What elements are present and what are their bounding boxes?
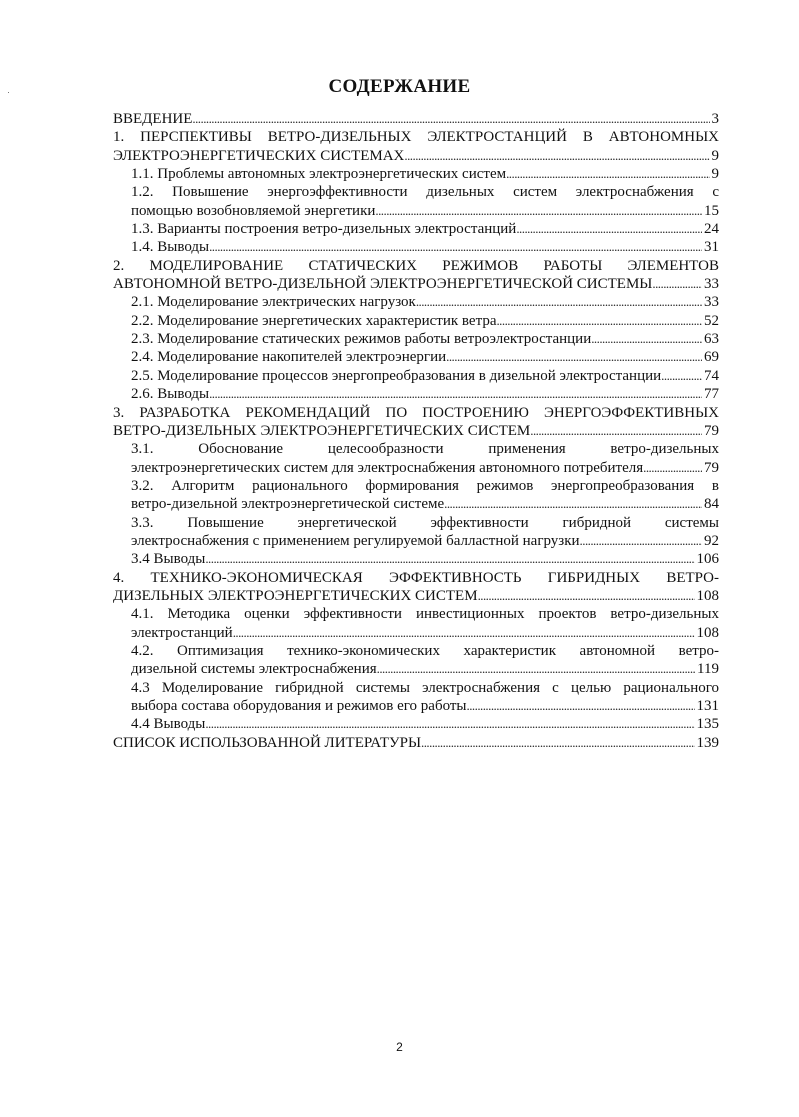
toc-entry-line <box>131 202 719 220</box>
toc-entry-title: ВВЕДЕНИЕ <box>113 111 193 127</box>
dot-leader <box>516 220 702 238</box>
dot-leader <box>580 532 702 550</box>
toc-page-number: 135 <box>696 716 719 733</box>
dot-leader <box>375 202 702 220</box>
dot-leader <box>496 312 702 330</box>
toc-page-number: 63 <box>704 331 719 348</box>
toc-page-number: 106 <box>696 551 719 568</box>
dot-leader <box>661 367 702 385</box>
toc-page-number: 79 <box>704 459 719 476</box>
toc-entry-title-line: 2. МОДЕЛИРОВАНИЕ СТАТИЧЕСКИХ РЕЖИМОВ РАБОТЫ ЭЛЕМЕНТОВ <box>113 257 719 274</box>
dot-leader <box>377 660 695 678</box>
toc-page-number: 9 <box>711 166 719 183</box>
toc-entry-line <box>131 715 719 733</box>
toc-subsection[interactable] <box>113 605 719 642</box>
dot-leader <box>652 275 702 293</box>
toc-page-number: 31 <box>704 239 719 256</box>
toc-page-number: 3 <box>711 111 719 127</box>
toc-page-number: 15 <box>704 202 719 219</box>
toc-entry-title-line: 3.3. Повышение энергетической эффективности гибридной системы <box>131 514 719 531</box>
toc-page-number: 139 <box>696 734 719 751</box>
toc-entry-line <box>113 587 719 605</box>
toc-subsection[interactable] <box>113 514 719 551</box>
toc-entry-title: 1.1. Проблемы автономных электроэнергетических систем <box>131 166 507 183</box>
toc-entry-title-line: 3.1. Обоснование целесообразности применения ветро-дизельных <box>131 441 719 458</box>
toc-page-number: 74 <box>704 367 719 384</box>
toc-section[interactable] <box>113 569 719 606</box>
toc-entry-title: помощью возобновляемой энергетики <box>131 202 376 219</box>
toc-subsection[interactable] <box>113 165 719 183</box>
toc-entry-line <box>131 532 719 550</box>
toc-entry-line <box>131 697 719 715</box>
toc-subsection[interactable] <box>113 348 719 366</box>
toc-page-number: 52 <box>704 312 719 329</box>
toc-entry-title-line: 4.2. Оптимизация технико-экономических характеристик автономной ветро- <box>131 642 719 659</box>
toc-subsection[interactable] <box>113 440 719 477</box>
toc-subsection[interactable] <box>113 679 719 716</box>
toc-entry-title: 2.5. Моделирование процессов энергопреобразования в дизельной электростанции <box>131 367 662 384</box>
toc-entry-title: 1.4. Выводы <box>131 239 210 256</box>
toc-entry-title: дизельной системы электроснабжения <box>131 661 377 678</box>
toc-subsection[interactable] <box>113 477 719 514</box>
toc-entry-title: электроснабжения с применением регулируемой балластной нагрузки <box>131 532 580 549</box>
dot-leader <box>530 422 702 440</box>
toc-section[interactable] <box>113 128 719 165</box>
toc-subsection[interactable] <box>113 220 719 238</box>
toc-subsection[interactable] <box>113 642 719 679</box>
toc-entry-line <box>131 220 719 238</box>
toc-page-number: 108 <box>696 624 719 641</box>
dot-leader <box>643 459 702 477</box>
toc-entry-title: электростанций <box>131 624 233 641</box>
dot-leader <box>444 495 702 513</box>
toc-section[interactable] <box>113 734 719 752</box>
dot-leader <box>446 348 702 366</box>
toc-entry-title-line: 4. ТЕХНИКО-ЭКОНОМИЧЕСКАЯ ЭФФЕКТИВНОСТЬ ГИБРИДНЫХ ВЕТРО- <box>113 569 719 586</box>
toc-page-number: 131 <box>696 698 719 714</box>
toc-entry-line <box>131 293 719 311</box>
toc-entry-line <box>131 495 719 513</box>
toc-section[interactable] <box>113 404 719 441</box>
dot-leader <box>404 147 709 165</box>
toc-entry-line <box>131 165 719 183</box>
dot-leader <box>209 238 702 256</box>
toc-entry-title: ЭЛЕКТРОЭНЕРГЕТИЧЕСКИХ СИСТЕМАХ <box>113 147 405 164</box>
toc-entry-title: СПИСОК ИСПОЛЬЗОВАННОЙ ЛИТЕРАТУРЫ <box>113 734 422 751</box>
toc-entry-title: 2.3. Моделирование статических режимов работы ветроэлектростанции <box>131 331 592 348</box>
toc-subsection[interactable] <box>113 293 719 311</box>
toc-entry-title: ветро-дизельной электроэнергетической системе <box>131 496 445 513</box>
toc-page-number: 92 <box>704 532 719 549</box>
toc-entry-line <box>131 367 719 385</box>
toc-entry-title: 2.4. Моделирование накопителей электроэнергии <box>131 349 447 366</box>
dot-leader <box>233 624 695 642</box>
dot-leader <box>591 330 702 348</box>
toc-subsection[interactable] <box>113 550 719 568</box>
dot-leader <box>421 734 694 752</box>
toc-subsection[interactable] <box>113 330 719 348</box>
dot-leader <box>416 293 702 311</box>
toc-entry-title: АВТОНОМНОЙ ВЕТРО-ДИЗЕЛЬНОЙ ЭЛЕКТРОЭНЕРГЕТИЧЕСКОЙ СИСТЕМЫ <box>113 276 653 293</box>
toc-subsection[interactable] <box>113 238 719 256</box>
toc-entry-line <box>131 660 719 678</box>
toc-page-number: 77 <box>704 386 719 403</box>
toc-subsection[interactable] <box>113 715 719 733</box>
toc-entry-title-line: 3. РАЗРАБОТКА РЕКОМЕНДАЦИЙ ПО ПОСТРОЕНИЮ ЭНЕРГОЭФФЕКТИВНЫХ <box>113 404 719 421</box>
toc-page-number: 108 <box>696 587 719 604</box>
toc-entry-title: 2.2. Моделирование энергетических характеристик ветра <box>131 312 497 329</box>
toc-entry-line <box>131 312 719 330</box>
toc-entry-title: 2.6. Выводы <box>131 386 210 403</box>
toc-page-number: 24 <box>704 221 719 238</box>
toc-entry-title: ДИЗЕЛЬНЫХ ЭЛЕКТРОЭНЕРГЕТИЧЕСКИХ СИСТЕМ <box>113 587 478 604</box>
toc-entry-line <box>131 330 719 348</box>
dot-leader <box>192 110 709 128</box>
toc-entry-title-line: 1.2. Повышение энергоэффективности дизельных систем электроснабжения с <box>131 184 719 201</box>
table-of-contents <box>113 110 719 752</box>
toc-subsection[interactable] <box>113 367 719 385</box>
toc-entry-line <box>113 422 719 440</box>
toc-entry-title-line: 1. ПЕРСПЕКТИВЫ ВЕТРО-ДИЗЕЛЬНЫХ ЭЛЕКТРОСТАНЦИЙ В АВТОНОМНЫХ <box>113 129 719 146</box>
dot-leader <box>205 550 694 568</box>
toc-entry-title: 3.4 Выводы <box>131 551 206 568</box>
toc-page-number: 33 <box>704 294 719 311</box>
page-title: СОДЕРЖАНИЕ <box>328 76 471 97</box>
toc-entry-title: 2.1. Моделирование электрических нагрузок <box>131 294 416 311</box>
dot-leader <box>205 715 694 733</box>
toc-entry-line <box>113 147 719 165</box>
toc-page-number: 69 <box>704 349 719 366</box>
toc-entry-line <box>131 348 719 366</box>
toc-section[interactable] <box>113 257 719 294</box>
toc-entry-line <box>131 385 719 403</box>
toc-entry-line <box>113 110 719 128</box>
toc-section[interactable] <box>113 110 719 128</box>
toc-entry-line <box>131 550 719 568</box>
toc-entry-title: 1.3. Варианты построения ветро-дизельных электростанций <box>131 221 517 238</box>
toc-entry-line <box>131 238 719 256</box>
toc-page-number: 119 <box>697 661 719 678</box>
toc-subsection[interactable] <box>113 385 719 403</box>
toc-entry-title: ВЕТРО-ДИЗЕЛЬНЫХ ЭЛЕКТРОЭНЕРГЕТИЧЕСКИХ СИСТЕМ <box>113 422 531 439</box>
dot-leader <box>506 165 709 183</box>
dot-leader <box>467 697 695 715</box>
toc-entry-line <box>113 734 719 752</box>
toc-page-number: 33 <box>704 276 719 293</box>
dot-leader <box>209 385 702 403</box>
toc-entry-title: выбора состава оборудования и режимов его работы <box>131 698 467 714</box>
toc-subsection[interactable] <box>113 183 719 220</box>
toc-entry-title-line: 4.1. Методика оценки эффективности инвестиционных проектов ветро-дизельных <box>131 606 719 623</box>
toc-entry-title: 4.4 Выводы <box>131 716 206 733</box>
toc-subsection[interactable] <box>113 312 719 330</box>
toc-entry-line <box>131 624 719 642</box>
toc-entry-line <box>113 275 719 293</box>
toc-entry-line <box>131 459 719 477</box>
toc-entry-title: электроэнергетических систем для электроснабжения автономного потребителя <box>131 459 644 476</box>
toc-page-number: 84 <box>704 496 719 513</box>
toc-entry-title-line: 3.2. Алгоритм рационального формирования режимов энергопреобразования в <box>131 477 719 494</box>
toc-entry-title-line: 4.3 Моделирование гибридной системы электроснабжения с целью рационального <box>131 679 719 696</box>
toc-page-number: 9 <box>711 147 719 164</box>
page-number: 2 <box>396 1040 403 1054</box>
dot-leader <box>478 587 695 605</box>
toc-page-number: 79 <box>704 422 719 439</box>
